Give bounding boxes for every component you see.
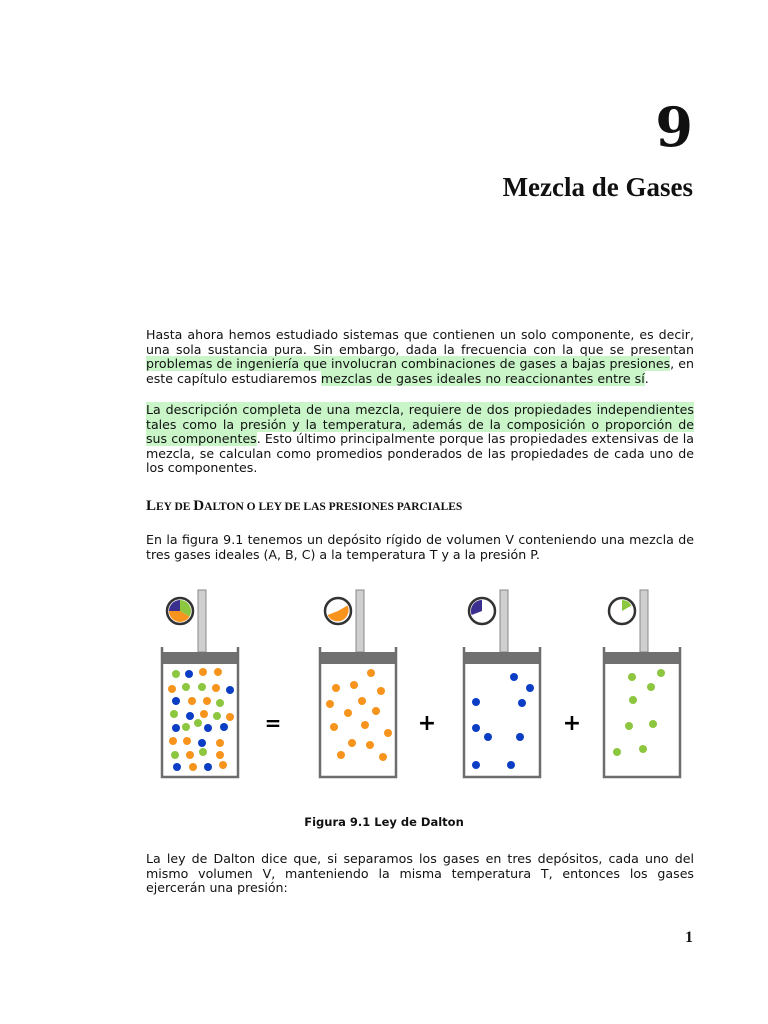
gas-molecule [647, 683, 655, 691]
gas-molecule [194, 719, 202, 727]
gas-molecule [384, 729, 392, 737]
gas-molecule [199, 748, 207, 756]
gas-molecule [171, 751, 179, 759]
gas-molecule [204, 724, 212, 732]
gas-molecule [226, 686, 234, 694]
figure-intro-paragraph: En la figura 9.1 tenemos un depósito rígido de volumen V conteniendo una mezcla de tres gases ideales (A, B, C) a la temperatura T y a la presión P. [146, 532, 694, 562]
description-text: . Esto último principalmente porque las propiedades extensivas de la mezcla, se calculan como promedios ponderados de las propiedades de cada uno de los componentes. [146, 431, 694, 476]
gas-molecule [507, 761, 515, 769]
gas-molecule [344, 709, 352, 717]
gas-molecule [366, 741, 374, 749]
gas-molecule [639, 745, 647, 753]
gas-molecule [203, 697, 211, 705]
gas-molecule [518, 699, 526, 707]
gas-molecule [379, 753, 387, 761]
description-highlight: La descripción completa de una mezcla, requiere de dos propiedades independientes tales como la presión y la temperatura, además de la composición o proporción de sus componentes [146, 402, 694, 447]
gas-molecule [472, 724, 480, 732]
gas-molecule [216, 699, 224, 707]
gas-molecule [168, 685, 176, 693]
gas-molecule [212, 684, 220, 692]
green-gas-container [604, 590, 680, 777]
gas-molecule [186, 751, 194, 759]
intro-highlight-2: mezclas de gases ideales no reaccionantes entre sí [320, 370, 645, 386]
gas-molecule [198, 683, 206, 691]
heading-initial-d: D [193, 498, 205, 514]
gas-molecule [198, 739, 206, 747]
heading-small-1: EY DE [156, 501, 194, 513]
intro-text-1: Hasta ahora hemos estudiado sistemas que contienen un solo componente, es decir, una sola sustancia pura. Sin embargo, dada la frecuencia con la que se presentan [146, 327, 694, 357]
gas-molecule [326, 700, 334, 708]
gas-molecule [204, 763, 212, 771]
gas-molecule [172, 697, 180, 705]
gas-molecule [657, 669, 665, 677]
plus-sign-1: + [417, 711, 437, 736]
gas-molecule [189, 763, 197, 771]
piston [163, 652, 237, 664]
piston-rod [198, 590, 206, 652]
gas-molecule [185, 670, 193, 678]
gas-molecule [173, 763, 181, 771]
gas-molecule [649, 720, 657, 728]
dalton-diagram [150, 585, 690, 785]
gas-molecule [213, 712, 221, 720]
dalton-law-paragraph: La ley de Dalton dice que, si separamos los gases en tres depósitos, cada uno del mismo volumen V, manteniendo la misma temperatura T, entonces los gases ejercerán una presión: [146, 851, 694, 896]
gas-molecule [226, 713, 234, 721]
heading-initial-l: L [146, 498, 157, 514]
chapter-number: 9 [655, 95, 693, 159]
dalton-figure [150, 585, 690, 789]
gas-molecule [186, 712, 194, 720]
piston-rod [640, 590, 648, 652]
gas-molecule [350, 681, 358, 689]
gas-molecule [628, 673, 636, 681]
piston [321, 652, 395, 664]
gas-molecule [361, 721, 369, 729]
gas-molecule [337, 751, 345, 759]
gas-molecule [332, 684, 340, 692]
gas-molecule [182, 683, 190, 691]
gas-molecule [183, 737, 191, 745]
gas-molecule [625, 722, 633, 730]
gas-molecule [216, 739, 224, 747]
gas-molecule [170, 710, 178, 718]
page-number: 1 [685, 929, 693, 946]
mixture-container [162, 590, 238, 777]
piston [605, 652, 679, 664]
chapter-title: Mezcla de Gases [502, 172, 693, 202]
section-heading [146, 498, 462, 515]
description-paragraph [146, 403, 694, 476]
gas-molecule [172, 670, 180, 678]
gas-molecule [377, 687, 385, 695]
piston-rod [500, 590, 508, 652]
gas-molecule [472, 761, 480, 769]
gas-molecule [330, 723, 338, 731]
gas-molecule [372, 707, 380, 715]
heading-small-2: ALTON O LEY DE LAS PRESIONES PARCIALES [204, 501, 463, 513]
plus-sign-2: + [562, 711, 582, 736]
gas-molecule [172, 724, 180, 732]
figure-caption: Figura 9.1 Ley de Dalton [304, 815, 464, 829]
piston-rod [356, 590, 364, 652]
gas-molecule [484, 733, 492, 741]
gas-molecule [472, 698, 480, 706]
gas-molecule [613, 748, 621, 756]
gas-molecule [358, 697, 366, 705]
container-wall [464, 647, 540, 777]
gas-molecule [219, 761, 227, 769]
gas-molecule [182, 723, 190, 731]
gas-molecule [220, 723, 228, 731]
gas-molecule [629, 696, 637, 704]
gas-molecule [348, 739, 356, 747]
equals-sign: = [264, 711, 282, 735]
gas-molecule [188, 697, 196, 705]
gas-molecule [199, 668, 207, 676]
orange-gas-container [320, 590, 396, 777]
gas-molecule [510, 673, 518, 681]
gas-molecule [200, 710, 208, 718]
gas-molecule [526, 684, 534, 692]
gas-molecule [214, 668, 222, 676]
intro-text-2: , en este capítulo estudiaremos [146, 356, 694, 386]
gas-molecule [216, 751, 224, 759]
intro-paragraph [146, 328, 694, 386]
intro-highlight-1: problemas de ingeniería que involucran combinaciones de gases a bajas presiones [146, 356, 671, 372]
gas-molecule [516, 733, 524, 741]
container-wall [604, 647, 680, 777]
piston [465, 652, 539, 664]
blue-gas-container [464, 590, 540, 777]
intro-text-3: . [644, 370, 649, 386]
gas-molecule [169, 737, 177, 745]
gas-molecule [367, 669, 375, 677]
